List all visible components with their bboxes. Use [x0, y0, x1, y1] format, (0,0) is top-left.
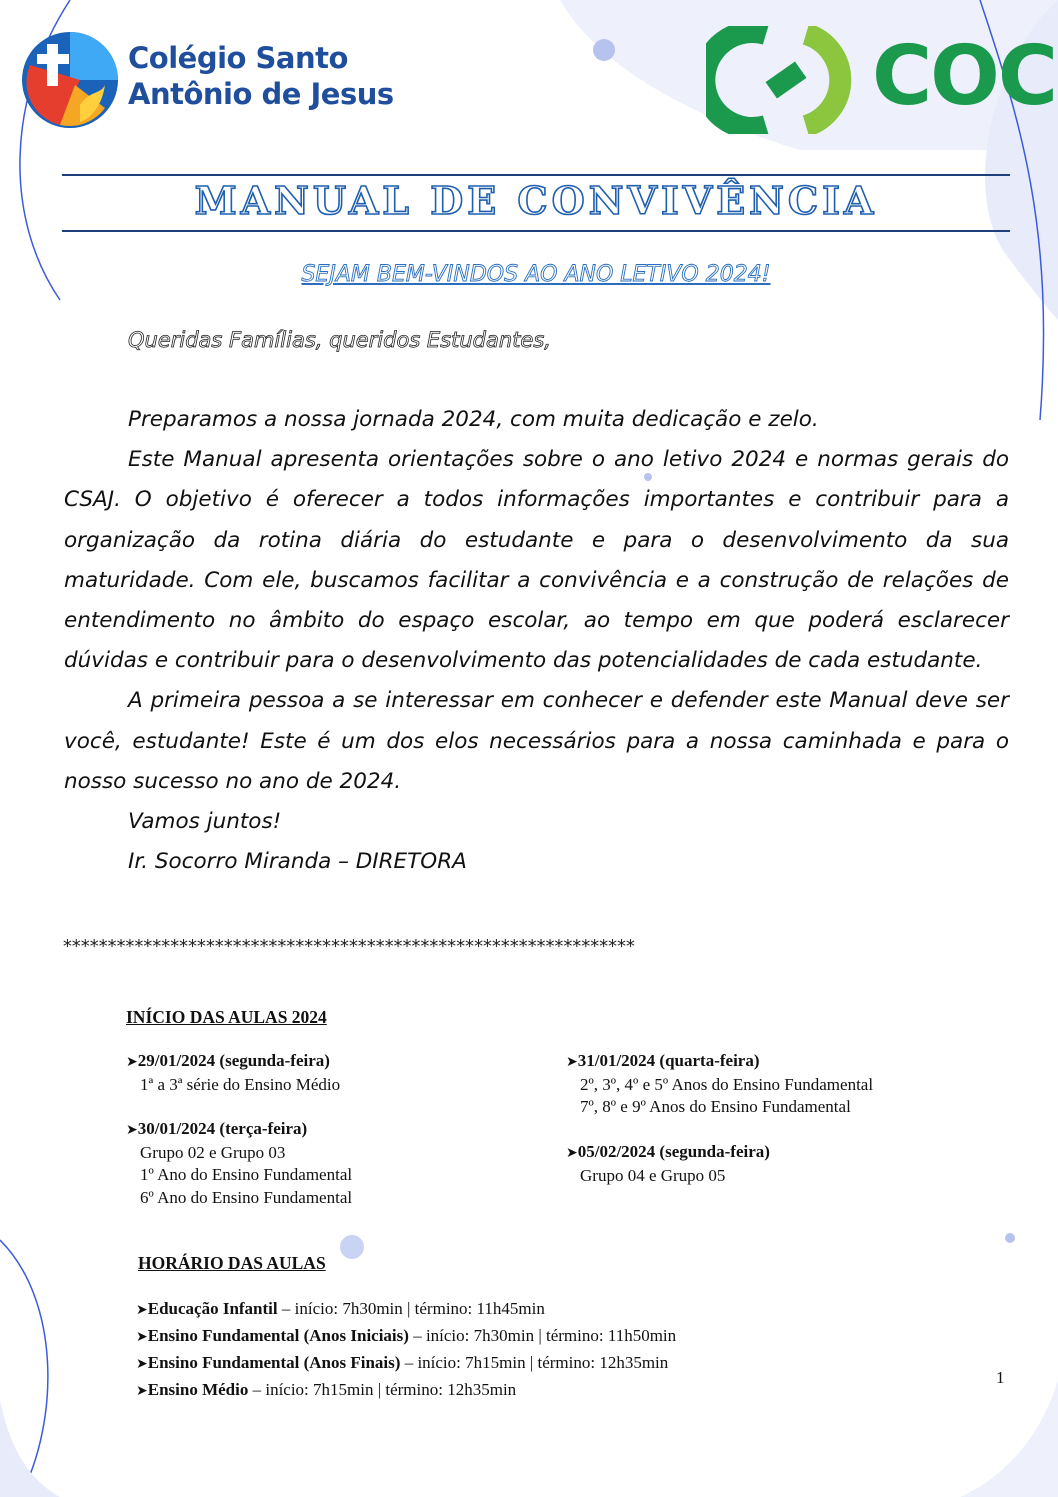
- hours-times: – início: 7h30min | término: 11h45min: [277, 1299, 545, 1318]
- start-date: 31/01/2024 (quarta-feira): [577, 1051, 760, 1070]
- page-title: MANUAL DE CONVIVÊNCIA: [194, 178, 878, 223]
- arrow-bullet-icon: ➤: [566, 1145, 578, 1161]
- hours-list: [136, 1296, 676, 1404]
- letter-paragraph-4: Vamos juntos!: [128, 809, 282, 835]
- hours-times: – início: 7h15min | término: 12h35min: [248, 1380, 517, 1399]
- arrow-bullet-icon: ➤: [126, 1122, 138, 1138]
- hours-level: Educação Infantil: [147, 1299, 278, 1318]
- hours-times: – início: 7h15min | término: 12h35min: [400, 1353, 669, 1372]
- hours-level: Ensino Fundamental (Anos Iniciais): [147, 1326, 409, 1345]
- start-line: Grupo 02 e Grupo 03: [140, 1142, 286, 1162]
- letter-paragraph-1: Preparamos a nossa jornada 2024, com muita dedicação e zelo.: [128, 407, 819, 432]
- start-entry: [566, 1141, 770, 1187]
- hours-heading: HORÁRIO DAS AULAS: [138, 1253, 326, 1273]
- letter-paragraph-3: A primeira pessoa a se interessar em conhecer e defender este Manual deve ser você, estudante! Este é um dos elos necessários para a nossa caminhada e para o nosso sucesso no ano de 2024.: [64, 688, 1009, 794]
- bg-shape-bottom-left: [0, 1400, 60, 1497]
- hours-item: [136, 1350, 676, 1377]
- hours-times: – início: 7h30min | término: 11h50min: [408, 1326, 677, 1345]
- coc-logo-icon: [706, 26, 866, 134]
- start-date: 29/01/2024 (segunda-feira): [137, 1051, 330, 1070]
- hours-item: [136, 1323, 676, 1350]
- welcome-letter: [64, 400, 1009, 882]
- start-date: 30/01/2024 (terça-feira): [137, 1119, 308, 1138]
- hours-item: [136, 1296, 676, 1323]
- school-emblem-icon: [20, 30, 120, 130]
- bg-shape-bottom-right: [960, 1380, 1058, 1497]
- arrow-bullet-icon: ➤: [126, 1054, 138, 1070]
- school-name: [128, 40, 394, 112]
- bg-dot: [340, 1235, 364, 1259]
- hours-item: [136, 1377, 676, 1404]
- arrow-bullet-icon: ➤: [136, 1356, 148, 1372]
- page-number: 1: [996, 1368, 1005, 1387]
- start-line: 1º Ano do Ensino Fundamental: [140, 1165, 353, 1184]
- start-line: 6º Ano do Ensino Fundamental: [140, 1187, 353, 1207]
- school-name-line2: Antônio de Jesus: [128, 77, 394, 111]
- letter-paragraph-2: Este Manual apresenta orientações sobre o ano letivo 2024 e normas gerais do CSAJ. O objetivo é oferecer a todos informações importantes e contribuir para a organização da rotina diária do estudante e para o desenvolvimento da sua maturidade. Com ele, buscamos facilitar a convivência e a construção de relações de entendimento no âmbito do espaço escolar, ao tempo em que poderá esclarecer dúvidas e contribuir para o desenvolvimento das potencialidades de cada estudante.: [64, 447, 1009, 674]
- start-entry: [566, 1050, 873, 1119]
- welcome-heading: SEJAM BEM-VINDOS AO ANO LETIVO 2024!: [301, 262, 771, 287]
- asterisk-separator: ****************************************************************: [62, 936, 634, 957]
- bg-dot: [1005, 1233, 1015, 1243]
- arrow-bullet-icon: ➤: [136, 1302, 148, 1318]
- start-heading: INÍCIO DAS AULAS 2024: [126, 1007, 327, 1027]
- start-entry: [126, 1050, 340, 1096]
- greeting: Queridas Famílias, queridos Estudantes,: [128, 328, 551, 352]
- start-date: 05/02/2024 (segunda-feira): [577, 1142, 770, 1161]
- start-line: 2º, 3º, 4º e 5º Anos do Ensino Fundamental: [580, 1074, 874, 1094]
- start-line: Grupo 04 e Grupo 05: [580, 1165, 726, 1185]
- title-rule-bottom: [62, 230, 1010, 232]
- start-line: 7º, 8º e 9º Anos do Ensino Fundamental: [580, 1097, 851, 1116]
- hours-level: Ensino Fundamental (Anos Finais): [147, 1353, 401, 1372]
- arrow-bullet-icon: ➤: [136, 1329, 148, 1345]
- hours-level: Ensino Médio: [147, 1380, 249, 1399]
- start-entry: [126, 1118, 352, 1209]
- school-name-line1: Colégio Santo: [128, 41, 348, 75]
- start-line: 1ª a 3ª série do Ensino Médio: [140, 1074, 341, 1094]
- letter-signature: Ir. Socorro Miranda – DIRETORA: [128, 849, 467, 875]
- arrow-bullet-icon: ➤: [566, 1054, 578, 1070]
- arrow-bullet-icon: ➤: [136, 1383, 148, 1399]
- coc-logo-text: COC: [872, 29, 1057, 124]
- bg-dot: [593, 39, 615, 61]
